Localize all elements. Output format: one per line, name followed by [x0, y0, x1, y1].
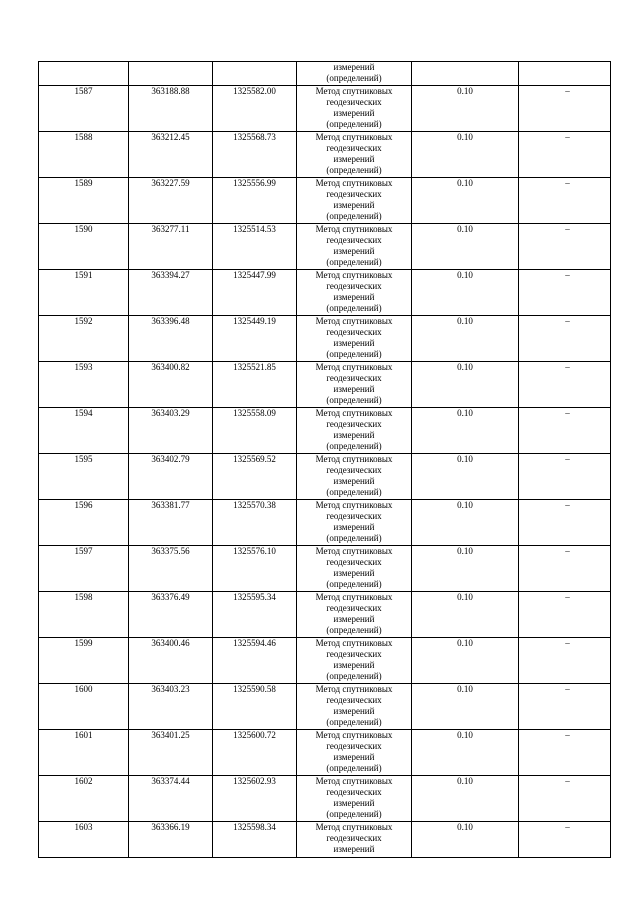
description-text: – [565, 775, 570, 786]
cell-method [297, 62, 412, 86]
cell-description [519, 269, 611, 315]
cell-accuracy: 0.10 [412, 591, 519, 637]
description-text: – [565, 591, 570, 602]
cell-description [519, 177, 611, 223]
description-text: – [565, 269, 570, 280]
cell-description [519, 683, 611, 729]
cell-y-coordinate: 1325449.19 [213, 315, 297, 361]
cell-method [297, 499, 412, 545]
cell-description [519, 729, 611, 775]
method-line: Метод спутниковых [315, 177, 393, 188]
cell-point-number: 1588 [39, 131, 129, 177]
method-line: (определений) [326, 257, 382, 268]
cell-method [297, 775, 412, 821]
method-line: геодезических [326, 740, 382, 751]
description-text: – [565, 177, 570, 188]
cell-point-number [39, 62, 129, 86]
method-line: измерений [333, 568, 375, 578]
cell-x-coordinate: 363212.45 [129, 131, 213, 177]
cell-method [297, 407, 412, 453]
method-line: Метод спутниковых [315, 637, 393, 648]
method-line: измерений [333, 752, 375, 762]
description-text: – [565, 821, 570, 832]
method-line: Метод спутниковых [315, 591, 393, 602]
cell-method [297, 453, 412, 499]
method-line: геодезических [326, 326, 382, 337]
cell-method [297, 177, 412, 223]
cell-accuracy: 0.10 [412, 729, 519, 775]
cell-method [297, 361, 412, 407]
cell-x-coordinate: 363400.82 [129, 361, 213, 407]
method-line: (определений) [326, 763, 382, 774]
cell-accuracy: 0.10 [412, 499, 519, 545]
cell-point-number: 1600 [39, 683, 129, 729]
cell-accuracy: 0.10 [412, 361, 519, 407]
cell-x-coordinate: 363401.25 [129, 729, 213, 775]
table-row [39, 85, 611, 131]
cell-y-coordinate: 1325594.46 [213, 637, 297, 683]
cell-method [297, 591, 412, 637]
cell-accuracy: 0.10 [412, 269, 519, 315]
cell-x-coordinate: 363374.44 [129, 775, 213, 821]
method-line: геодезических [326, 602, 382, 613]
table-row-continued [39, 62, 611, 86]
cell-description [519, 453, 611, 499]
table-row [39, 499, 611, 545]
description-text: – [565, 729, 570, 740]
cell-method [297, 545, 412, 591]
method-line: (определений) [326, 625, 382, 636]
cell-x-coordinate: 363396.48 [129, 315, 213, 361]
method-line: измерений [333, 62, 375, 72]
cell-y-coordinate: 1325514.53 [213, 223, 297, 269]
cell-description [519, 591, 611, 637]
method-line: (определений) [326, 717, 382, 728]
cell-method [297, 269, 412, 315]
description-text: – [565, 361, 570, 372]
cell-x-coordinate: 363381.77 [129, 499, 213, 545]
cell-x-coordinate: 363376.49 [129, 591, 213, 637]
cell-y-coordinate: 1325447.99 [213, 269, 297, 315]
cell-y-coordinate: 1325570.38 [213, 499, 297, 545]
cell-y-coordinate: 1325569.52 [213, 453, 297, 499]
cell-y-coordinate: 1325521.85 [213, 361, 297, 407]
method-line: (определений) [326, 395, 382, 406]
method-line: Метод спутниковых [315, 683, 393, 694]
cell-accuracy: 0.10 [412, 85, 519, 131]
method-line: (определений) [326, 349, 382, 360]
cell-x-coordinate: 363366.19 [129, 821, 213, 857]
cell-point-number: 1597 [39, 545, 129, 591]
cell-description [519, 315, 611, 361]
cell-accuracy: 0.10 [412, 637, 519, 683]
cell-x-coordinate: 363188.88 [129, 85, 213, 131]
cell-accuracy [412, 62, 519, 86]
coordinates-table [38, 61, 611, 858]
method-line: измерений [333, 292, 375, 302]
cell-description [519, 821, 611, 857]
method-line: геодезических [326, 372, 382, 383]
cell-accuracy: 0.10 [412, 545, 519, 591]
table-row [39, 315, 611, 361]
method-line: геодезических [326, 648, 382, 659]
method-line: Метод спутниковых [315, 269, 393, 280]
method-line: измерений [333, 614, 375, 624]
table-row [39, 637, 611, 683]
method-line: Метод спутниковых [315, 223, 393, 234]
cell-y-coordinate: 1325590.58 [213, 683, 297, 729]
table-row [39, 775, 611, 821]
cell-y-coordinate: 1325568.73 [213, 131, 297, 177]
method-line: измерений [333, 430, 375, 440]
cell-description [519, 361, 611, 407]
description-text: – [565, 453, 570, 464]
table-row [39, 453, 611, 499]
method-line: измерений [333, 706, 375, 716]
description-text: – [565, 545, 570, 556]
cell-accuracy: 0.10 [412, 775, 519, 821]
cell-point-number: 1592 [39, 315, 129, 361]
method-line: Метод спутниковых [315, 85, 393, 96]
cell-method [297, 223, 412, 269]
table-row [39, 223, 611, 269]
cell-method [297, 85, 412, 131]
method-line: (определений) [326, 165, 382, 176]
cell-x-coordinate: 363277.11 [129, 223, 213, 269]
table-row [39, 407, 611, 453]
table-row [39, 131, 611, 177]
description-text: – [565, 407, 570, 418]
method-line: измерений [333, 660, 375, 670]
cell-method [297, 637, 412, 683]
table-row [39, 361, 611, 407]
cell-y-coordinate: 1325602.93 [213, 775, 297, 821]
method-line: Метод спутниковых [315, 775, 393, 786]
cell-point-number: 1598 [39, 591, 129, 637]
cell-accuracy: 0.10 [412, 821, 519, 857]
method-line: геодезических [326, 694, 382, 705]
cell-accuracy: 0.10 [412, 683, 519, 729]
method-line: Метод спутниковых [315, 729, 393, 740]
cell-description [519, 637, 611, 683]
cell-point-number: 1595 [39, 453, 129, 499]
cell-y-coordinate: 1325576.10 [213, 545, 297, 591]
table-row [39, 545, 611, 591]
method-line: (определений) [326, 809, 382, 820]
method-line: геодезических [326, 142, 382, 153]
cell-x-coordinate: 363227.59 [129, 177, 213, 223]
cell-description [519, 131, 611, 177]
cell-y-coordinate: 1325598.34 [213, 821, 297, 857]
cell-point-number: 1593 [39, 361, 129, 407]
method-line: (определений) [326, 73, 382, 84]
method-line: Метод спутниковых [315, 407, 393, 418]
method-line: измерений [333, 844, 375, 854]
method-line: Метод спутниковых [315, 453, 393, 464]
cell-y-coordinate: 1325595.34 [213, 591, 297, 637]
cell-point-number: 1599 [39, 637, 129, 683]
cell-point-number: 1587 [39, 85, 129, 131]
cell-point-number: 1591 [39, 269, 129, 315]
method-line: измерений [333, 476, 375, 486]
method-line: (определений) [326, 487, 382, 498]
method-line: Метод спутниковых [315, 821, 393, 832]
cell-accuracy: 0.10 [412, 223, 519, 269]
table-row [39, 591, 611, 637]
table-row [39, 683, 611, 729]
method-line: (определений) [326, 441, 382, 452]
cell-point-number: 1596 [39, 499, 129, 545]
cell-description [519, 545, 611, 591]
table-row [39, 269, 611, 315]
cell-accuracy: 0.10 [412, 407, 519, 453]
cell-y-coordinate: 1325582.00 [213, 85, 297, 131]
method-line: геодезических [326, 234, 382, 245]
method-line: измерений [333, 522, 375, 532]
description-text: – [565, 85, 570, 96]
method-line: геодезических [326, 188, 382, 199]
method-line: Метод спутниковых [315, 131, 393, 142]
method-line: геодезических [326, 280, 382, 291]
description-text: – [565, 315, 570, 326]
cell-description [519, 85, 611, 131]
table-row [39, 729, 611, 775]
method-line: измерений [333, 384, 375, 394]
cell-x-coordinate: 363400.46 [129, 637, 213, 683]
method-line: геодезических [326, 556, 382, 567]
method-line: измерений [333, 200, 375, 210]
method-line: геодезических [326, 418, 382, 429]
cell-x-coordinate: 363402.79 [129, 453, 213, 499]
table-row [39, 177, 611, 223]
cell-accuracy: 0.10 [412, 453, 519, 499]
cell-method [297, 729, 412, 775]
cell-x-coordinate: 363375.56 [129, 545, 213, 591]
method-line: измерений [333, 798, 375, 808]
description-text: – [565, 637, 570, 648]
description-text: – [565, 131, 570, 142]
method-line: измерений [333, 338, 375, 348]
method-line: Метод спутниковых [315, 545, 393, 556]
cell-y-coordinate [213, 62, 297, 86]
method-line: геодезических [326, 96, 382, 107]
table-row [39, 821, 611, 857]
description-text: – [565, 499, 570, 510]
method-line: (определений) [326, 579, 382, 590]
method-line: геодезических [326, 510, 382, 521]
method-line: (определений) [326, 119, 382, 130]
cell-description [519, 407, 611, 453]
method-line: (определений) [326, 533, 382, 544]
cell-method [297, 821, 412, 857]
method-line: геодезических [326, 786, 382, 797]
cell-description [519, 499, 611, 545]
method-line: (определений) [326, 211, 382, 222]
method-line: (определений) [326, 671, 382, 682]
cell-x-coordinate: 363403.23 [129, 683, 213, 729]
cell-method [297, 683, 412, 729]
cell-point-number: 1602 [39, 775, 129, 821]
cell-accuracy: 0.10 [412, 177, 519, 223]
cell-description [519, 62, 611, 86]
method-line: Метод спутниковых [315, 499, 393, 510]
cell-description [519, 775, 611, 821]
cell-accuracy: 0.10 [412, 131, 519, 177]
cell-description [519, 223, 611, 269]
cell-x-coordinate: 363403.29 [129, 407, 213, 453]
cell-method [297, 131, 412, 177]
method-line: (определений) [326, 303, 382, 314]
description-text: – [565, 683, 570, 694]
method-line: Метод спутниковых [315, 315, 393, 326]
cell-point-number: 1594 [39, 407, 129, 453]
cell-y-coordinate: 1325556.99 [213, 177, 297, 223]
method-line: геодезических [326, 464, 382, 475]
cell-point-number: 1601 [39, 729, 129, 775]
description-text: – [565, 223, 570, 234]
coordinates-table-body [39, 62, 611, 858]
cell-y-coordinate: 1325558.09 [213, 407, 297, 453]
cell-accuracy: 0.10 [412, 315, 519, 361]
cell-x-coordinate: 363394.27 [129, 269, 213, 315]
cell-point-number: 1589 [39, 177, 129, 223]
cell-point-number: 1590 [39, 223, 129, 269]
method-line: измерений [333, 154, 375, 164]
cell-point-number: 1603 [39, 821, 129, 857]
cell-y-coordinate: 1325600.72 [213, 729, 297, 775]
method-line: измерений [333, 108, 375, 118]
cell-x-coordinate [129, 62, 213, 86]
method-line: измерений [333, 246, 375, 256]
method-line: Метод спутниковых [315, 361, 393, 372]
cell-method [297, 315, 412, 361]
method-line: геодезических [326, 832, 382, 843]
